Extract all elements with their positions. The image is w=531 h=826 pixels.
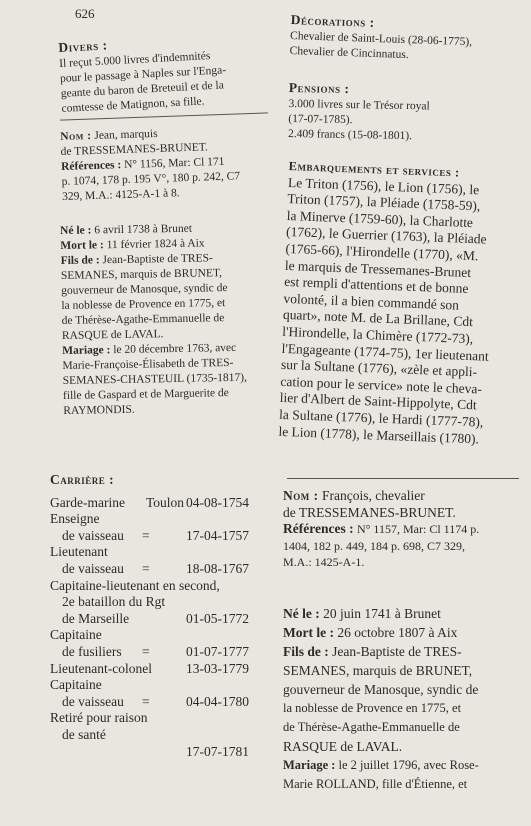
career-row — [50, 677, 270, 694]
embarquements-line: est rempli d'attentions et de bonne — [283, 274, 469, 297]
parents-value: SEMANES, marquis de BRUNET, — [60, 267, 223, 282]
parents-value: gouverneur de Manosque, syndic de — [283, 682, 479, 697]
embarquements-text — [278, 175, 524, 449]
nom-value: Jean, marquis — [94, 127, 158, 142]
career-place: Toulon — [146, 494, 185, 510]
career-date: 17-04-1757 — [186, 527, 249, 543]
born-value: 20 juin 1741 à Brunet — [323, 606, 441, 621]
embarquements-line: (1765-66), l'Hirondelle (1770), «M. — [285, 240, 479, 264]
death-label: Mort le : — [60, 239, 104, 252]
nom-label: Nom : — [60, 130, 92, 143]
career-row — [50, 694, 270, 711]
career-role: Lieutenant-colonel — [50, 660, 152, 676]
embarquements-line: l'Hirondelle, la Chimère (1772-73), — [282, 323, 474, 347]
career-row — [50, 578, 270, 595]
career-row — [50, 528, 270, 545]
marriage-value: SEMANES-CHASTEUIL (1735-1817), — [62, 371, 248, 387]
career-role: de vaisseau — [62, 693, 124, 709]
marriage-value: fille de Gaspard et de Marguerite de — [62, 387, 229, 402]
career-row — [50, 511, 270, 528]
pensions-line: (17-07-1785). — [288, 112, 353, 126]
embarquements-line: le marquis de Tressemanes-Brunet — [284, 257, 472, 280]
embarquements-line: cation pour le service» note le cheva- — [280, 373, 483, 397]
references-label: Références : — [60, 159, 122, 173]
career-row — [50, 544, 270, 561]
embarquements-line: (1762), le Guerrier (1763), la Pléiade — [285, 224, 487, 248]
career-role: Capitaine-lieutenant en second, — [50, 577, 220, 593]
parents-value: la noblesse de Provence en 1775, et — [61, 297, 226, 312]
career-role: Capitaine — [50, 627, 102, 643]
embarquements-line: sur la Sultane (1776), «zèle et appli- — [280, 356, 478, 380]
pensions-section — [288, 80, 525, 146]
career-role: de santé — [62, 726, 106, 742]
embarquements-line: l'Engageante (1774-75), 1er lieutenant — [281, 340, 489, 364]
death-value: 26 octobre 1807 à Aix — [337, 625, 458, 640]
person1-identity — [60, 123, 284, 205]
death-value: 11 février 1824 à Aix — [106, 237, 205, 252]
pensions-line: 2.409 francs (15-08-1801). — [287, 127, 413, 142]
divers-line: geante du baron de Breteuil et de la — [60, 78, 225, 100]
marriage-value: Marie ROLLAND, fille d'Étienne, et — [283, 777, 468, 791]
marriage-label: Mariage : — [283, 758, 336, 772]
references-value: p. 1074, 178 p. 195 V°, 180 p. 242, C7 — [61, 170, 241, 188]
parents-value: de Thérèse-Agathe-Emmanuelle de — [283, 720, 460, 734]
divers-heading: Divers : — [58, 37, 108, 55]
embarquements-line: Triton (1757), la Pléiade (1758-59), — [287, 191, 481, 214]
marriage-value: le 20 décembre 1763, avec — [113, 341, 237, 357]
career-role: de vaisseau — [62, 527, 124, 543]
career-place: = — [142, 560, 150, 576]
career-role: de Marseille — [62, 610, 130, 626]
career-heading: Carrière : — [50, 472, 115, 487]
career-section — [50, 472, 270, 760]
divider — [287, 478, 519, 479]
marriage-value: RAYMONDIS. — [63, 403, 135, 417]
career-row — [50, 644, 270, 661]
references-value: 329, M.A.: 4125-A-1 à 8. — [61, 187, 180, 203]
decorations-line: Chevalier de Cincinnatus. — [289, 44, 409, 61]
born-label: Né le : — [60, 224, 92, 237]
embarquements-line: volonté, il a bien commandé son — [283, 290, 460, 313]
born-value: 6 avril 1738 à Brunet — [94, 222, 193, 237]
person2-identity — [283, 488, 523, 571]
embarquements-line: le Lion (1778), le Marseillais (1780). — [278, 423, 480, 446]
parents-value: RASQUE de LAVAL. — [61, 328, 164, 342]
career-role: Garde-marine — [50, 494, 125, 510]
divers-line: pour le passage à Naples sur l'Enga- — [59, 63, 227, 85]
divers-line: comtesse de Matignon, sa fille. — [61, 95, 205, 115]
parents-value: de Thérèse-Agathe-Emmanuelle de — [61, 312, 225, 327]
parents-value: RASQUE de LAVAL. — [283, 739, 403, 754]
references-value: N° 1157, Mar: Cl 1174 p. — [356, 522, 480, 537]
career-row — [50, 710, 270, 727]
career-date: 17-07-1781 — [186, 743, 249, 759]
career-role: Enseigne — [50, 511, 100, 527]
career-role: Lieutenant — [50, 544, 108, 560]
career-role: de fusiliers — [62, 643, 122, 659]
parents-value: la noblesse de Provence en 1775, et — [283, 701, 462, 715]
death-label: Mort le : — [283, 625, 334, 640]
references-value: 1404, 182 p. 449, 184 p. 698, C7 329, — [283, 538, 466, 553]
embarquements-line: la Minerve (1759-60), la Charlotte — [286, 207, 474, 230]
person2-bio — [283, 604, 523, 794]
nom-value: François, chevalier — [322, 488, 425, 503]
nom-value: de TRESSEMANES-BRUNET. — [60, 141, 208, 158]
career-date: 01-05-1772 — [186, 610, 249, 626]
career-row — [50, 727, 270, 744]
career-date: 13-03-1779 — [186, 660, 249, 676]
parents-label: Fils de : — [60, 254, 100, 267]
references-label: Références : — [283, 521, 354, 537]
career-role: de vaisseau — [62, 560, 124, 576]
parents-value: gouverneur de Manosque, syndic de — [61, 282, 228, 297]
career-row — [50, 611, 270, 628]
career-date: 01-07-1777 — [186, 643, 249, 659]
embarquements-line: quart», note M. de La Brillane, Cdt — [282, 307, 474, 330]
embarquements-heading: Embarquements et services : — [288, 158, 460, 180]
references-value: N° 1156, Mar: Cl 171 — [123, 155, 225, 171]
decorations-heading: Décorations : — [290, 12, 375, 30]
born-label: Né le : — [283, 606, 320, 621]
person1-bio — [60, 220, 287, 419]
decorations-section — [289, 12, 526, 67]
embarquements-section — [278, 158, 525, 449]
career-row — [50, 661, 270, 678]
embarquements-line: lier d'Albert de Saint-Hippolyte, Cdt — [279, 390, 477, 413]
career-date: 04-08-1754 — [186, 494, 249, 510]
marriage-value: Marie-Françoise-Élisabeth de TRES- — [62, 356, 234, 372]
career-place: = — [142, 527, 150, 543]
career-role: Capitaine — [50, 677, 102, 693]
nom-value: de TRESSEMANES-BRUNET. — [283, 504, 456, 520]
embarquements-line: la Sultane (1776), le Hardi (1777-78), — [278, 406, 484, 430]
career-role: Retiré pour raison — [50, 710, 148, 726]
nom-label: Nom : — [283, 488, 319, 503]
divers-line: Il reçut 5.000 livres d'indemnités — [58, 49, 211, 70]
career-place: = — [142, 643, 150, 659]
career-date: 18-08-1767 — [186, 560, 249, 576]
career-row — [50, 594, 270, 611]
page-number: 626 — [75, 6, 95, 21]
career-row — [50, 495, 270, 512]
career-row — [50, 744, 270, 761]
career-date: 04-04-1780 — [186, 693, 249, 709]
references-value: M.A.: 1425-A-1. — [283, 555, 365, 570]
pensions-heading: Pensions : — [288, 80, 350, 97]
marriage-label: Mariage : — [62, 344, 111, 357]
parents-label: Fils de : — [283, 644, 329, 659]
marriage-value: le 2 juillet 1796, avec Rose- — [338, 758, 479, 772]
divers-section — [58, 28, 282, 116]
career-table — [50, 495, 270, 761]
parents-value: Jean-Baptiste de TRES- — [332, 644, 462, 659]
career-row — [50, 561, 270, 578]
career-place: = — [142, 693, 150, 709]
career-row — [50, 627, 270, 644]
career-role: 2e bataillon du Rgt — [62, 594, 166, 610]
embarquements-line: Le Triton (1756), le Lion (1756), le — [287, 174, 480, 197]
decorations-line: Chevalier de Saint-Louis (28-06-1775), — [289, 29, 473, 48]
parents-value: Jean-Baptiste de TRES- — [102, 252, 213, 267]
parents-value: SEMANES, marquis de BRUNET, — [283, 663, 473, 678]
pensions-line: 3.000 livres sur le Trésor royal — [288, 97, 430, 113]
